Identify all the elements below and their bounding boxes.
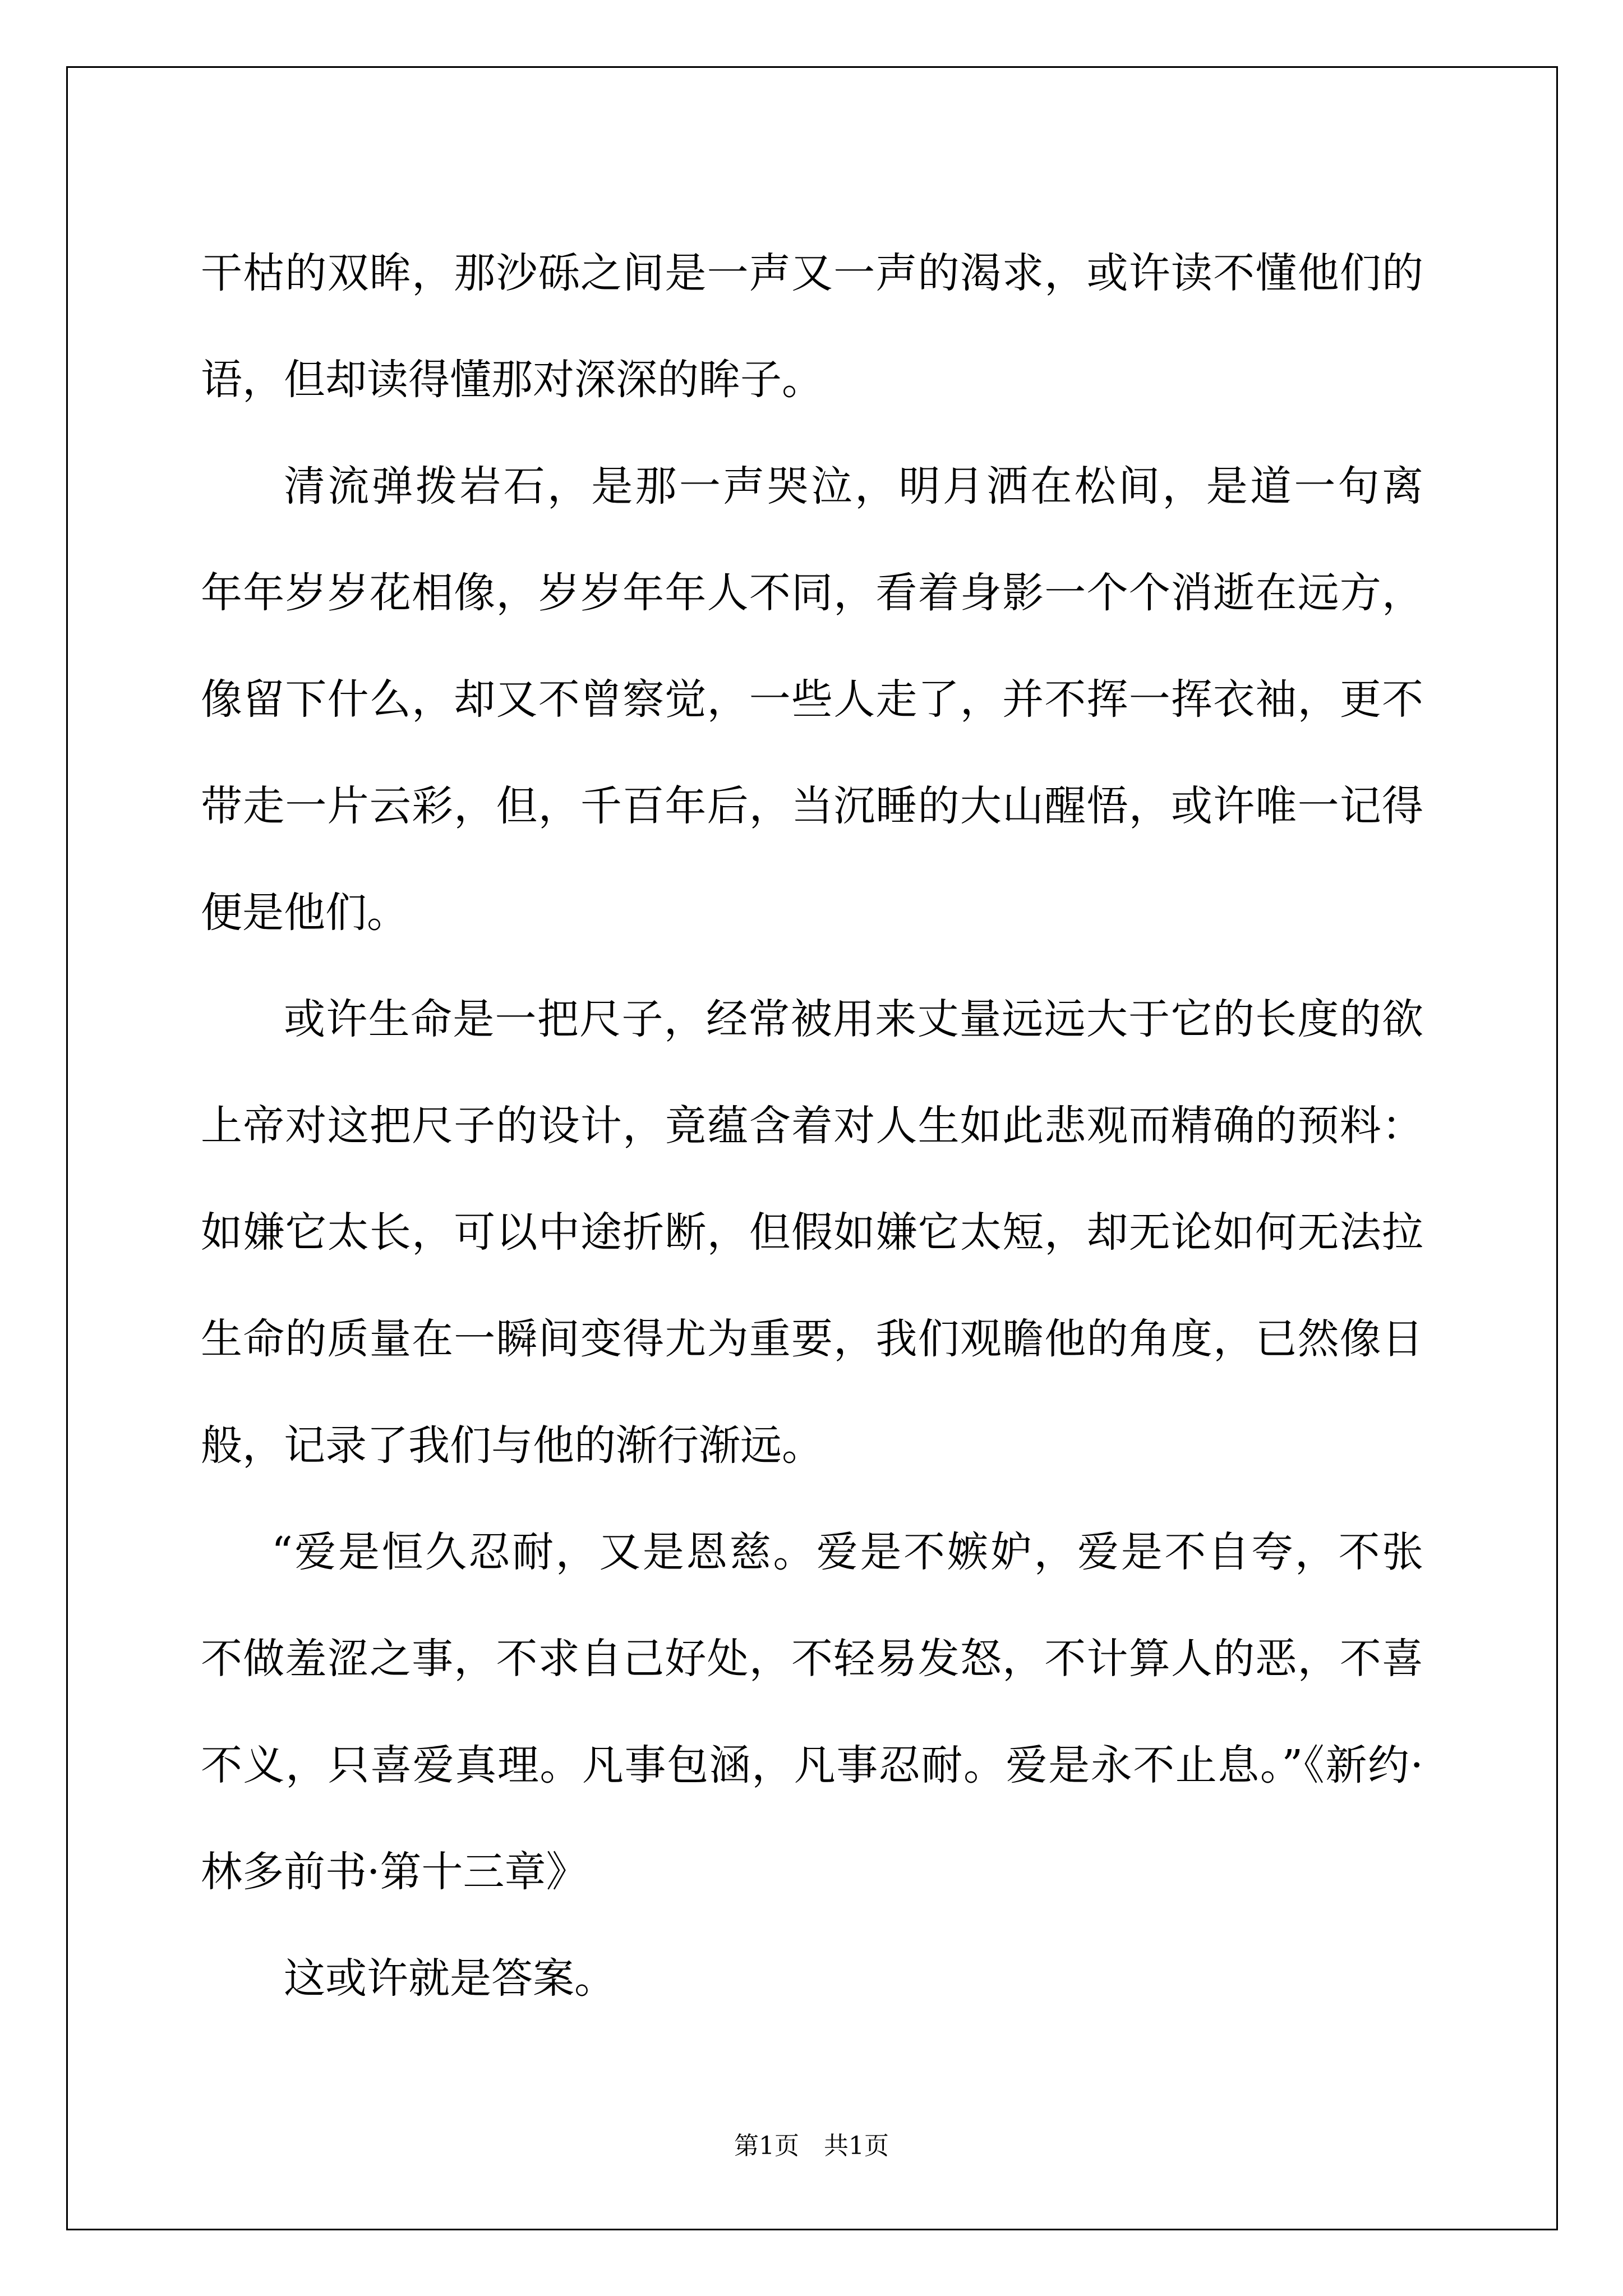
text-line: 像留下什么，却又不曾察觉，一些人走了，并不挥一挥衣袖，更不 xyxy=(201,675,1423,724)
text-line: 年年岁岁花相像，岁岁年年人不同，看着身影一个个消逝在远方， xyxy=(201,569,1423,617)
page-total: 共1页 xyxy=(824,2132,889,2160)
text-line: 林多前书·第十三章》 xyxy=(201,1848,588,1896)
text-line: 便是他们。 xyxy=(201,889,408,937)
paragraph-start-line: 这或许就是答案。 xyxy=(284,1954,616,2003)
text-line: 般，记录了我们与他的渐行渐远。 xyxy=(201,1421,823,1470)
page-footer xyxy=(0,2129,1623,2163)
quote-start-line: “爱是恒久忍耐，又是恩慈。爱是不嫉妒，爱是不自夸，不张 xyxy=(271,1528,1423,1576)
paragraph-start-line: 或许生命是一把尺子，经常被用来丈量远远大于它的长度的欲 xyxy=(284,995,1423,1043)
text-line: 上帝对这把尺子的设计，竟蕴含着对人生如此悲观而精确的预料： xyxy=(201,1102,1423,1150)
text-line: 干枯的双眸，那沙砾之间是一声又一声的渴求，或许读不懂他们的 xyxy=(201,249,1423,297)
text-line: 不做羞涩之事，不求自己好处，不轻易发怒，不计算人的恶，不喜 xyxy=(201,1635,1423,1683)
text-line: 带走一片云彩，但，千百年后，当沉睡的大山醒悟，或许唯一记得 xyxy=(201,782,1423,830)
text-line: 生命的质量在一瞬间变得尤为重要，我们观瞻他的角度，已然像日 xyxy=(201,1315,1423,1363)
page-number: 第1页 xyxy=(734,2132,799,2160)
text-line: 如嫌它太长，可以中途折断，但假如嫌它太短，却无论如何无法拉 xyxy=(201,1208,1423,1257)
paragraph-start-line: 清流弹拨岩石，是那一声哭泣，明月洒在松间，是道一句离 xyxy=(284,462,1423,510)
text-line: 不义，只喜爱真理。凡事包涵，凡事忍耐。爱是永不止息。”《新约· xyxy=(201,1741,1423,1789)
text-line: 语，但却读得懂那对深深的眸子。 xyxy=(201,356,823,404)
document-body xyxy=(201,220,1423,2032)
